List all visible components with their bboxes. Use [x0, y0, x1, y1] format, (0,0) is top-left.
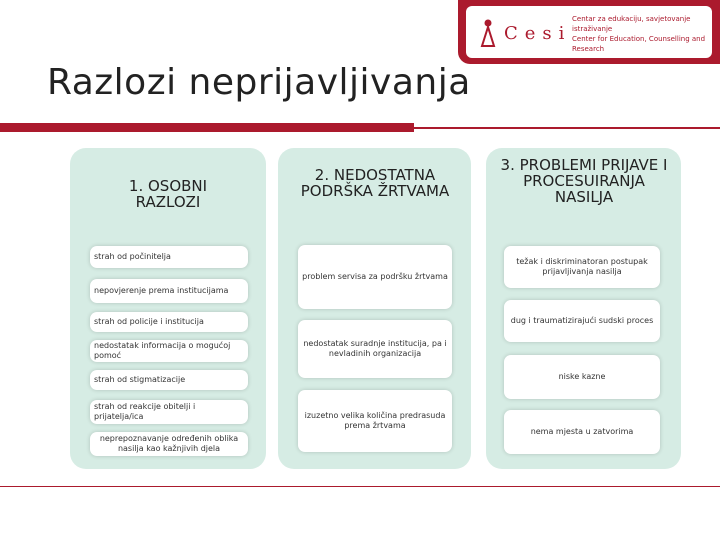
- logo-line-hr: Centar za edukaciju, savjetovanje istraživanje: [572, 15, 691, 33]
- item-distrust-institutions: nepovjerenje prema institucijama: [90, 279, 248, 303]
- column-3-heading: 3. PROBLEMI PRIJAVE I PROCESUIRANJA NASILJA: [500, 156, 668, 206]
- logo-name: Cesi: [504, 23, 572, 44]
- title-accent-bar: [0, 123, 414, 132]
- logo-line-en: Center for Education, Counselling and Research: [572, 35, 706, 53]
- item-prejudice: izuzetno velika količina predrasuda prema žrtvama: [298, 390, 452, 452]
- figure-icon: [478, 18, 498, 48]
- item-long-court-process: dug i traumatizirajući sudski proces: [504, 300, 660, 342]
- item-low-penalties: niske kazne: [504, 355, 660, 399]
- item-difficult-reporting: težak i diskriminatoran postupak prijavljivanja nasilja: [504, 246, 660, 288]
- logo-box: [466, 6, 712, 58]
- item-not-recognizing-violence: neprepoznavanje određenih oblika nasilja kao kažnjivih djela: [90, 432, 248, 456]
- item-fear-of-perpetrator: strah od počinitelja: [90, 246, 248, 268]
- item-support-services: problem servisa za podršku žrtvama: [298, 245, 452, 309]
- item-fear-family-reaction: strah od reakcije obitelji i prijatelja/ica: [90, 400, 248, 424]
- page-title: Razlozi neprijavljivanja: [47, 62, 471, 103]
- column-2-heading: 2. NEDOSTATNA PODRŠKA ŽRTVAMA: [300, 166, 450, 200]
- item-fear-stigma: strah od stigmatizacije: [90, 370, 248, 390]
- item-lack-information: nedostatak informacija o mogućoj pomoć: [90, 340, 248, 362]
- item-fear-police: strah od policije i institucija: [90, 312, 248, 332]
- logo-description: [572, 14, 712, 54]
- item-no-prison-space: nema mjesta u zatvorima: [504, 410, 660, 454]
- item-lack-cooperation: nedostatak suradnje institucija, pa i nevladinih organizacija: [298, 320, 452, 378]
- footer-rule: [0, 486, 720, 487]
- logo-banner: [458, 0, 720, 64]
- column-1-heading: 1. OSOBNI RAZLOZI: [128, 177, 208, 211]
